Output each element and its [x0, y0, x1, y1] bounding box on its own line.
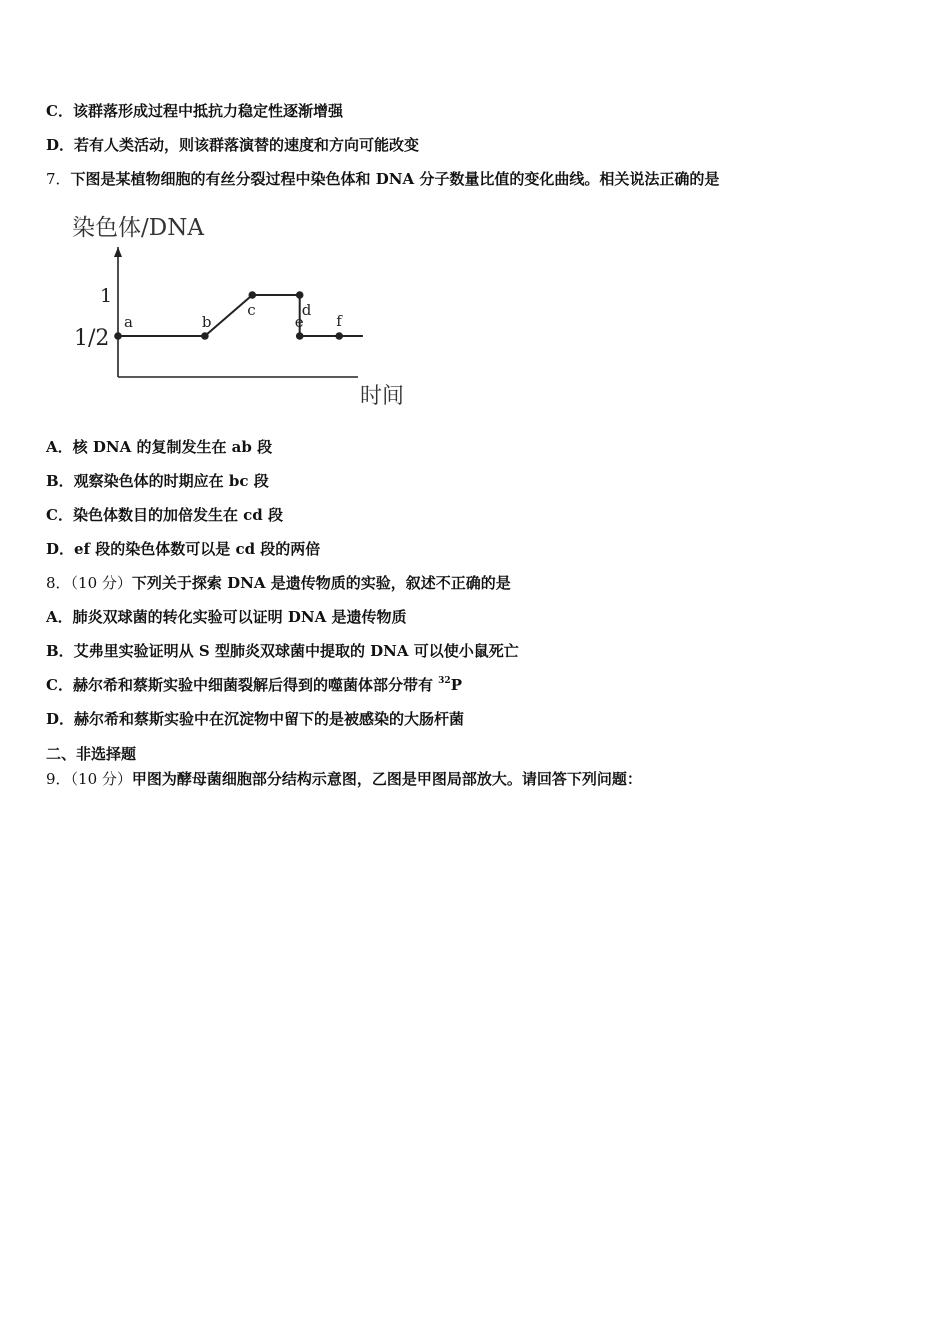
- q8-option-c-text: C．赫尔希和蔡斯实验中细菌裂解后得到的噬菌体部分带有: [46, 676, 439, 694]
- q6-option-d: D．若有人类活动，则该群落演替的速度和方向可能改变: [46, 136, 420, 154]
- q7-option-d: D．ef 段的染色体数可以是 cd 段的两倍: [46, 540, 321, 558]
- y-tick-label-1: 1: [100, 285, 113, 307]
- y-tick-label-half: 1/2: [74, 326, 110, 351]
- q8-option-c: [46, 675, 462, 695]
- point-label-c: c: [247, 301, 256, 319]
- isotope-symbol: P: [450, 676, 462, 694]
- point-label-e: e: [294, 313, 304, 331]
- point-d: [296, 291, 304, 299]
- q7-stem: [46, 169, 719, 189]
- point-b: [201, 332, 209, 340]
- q9-number: 9．: [46, 770, 71, 788]
- q8-option-d: D．赫尔希和蔡斯实验中在沉淀物中留下的是被感染的大肠杆菌: [46, 710, 465, 728]
- point-a: [114, 332, 122, 340]
- q8-score: （10 分）: [70, 574, 132, 592]
- isotope-superscript: 32: [438, 676, 451, 686]
- q7-option-c: C．染色体数目的加倍发生在 cd 段: [46, 506, 284, 524]
- q7-number: 7．: [46, 170, 71, 188]
- x-axis-label: 时间: [360, 384, 405, 409]
- q8-text: 下列关于探索 DNA 是遗传物质的实验，叙述不正确的是: [131, 574, 511, 592]
- q8-number: 8．: [46, 574, 71, 592]
- q9-stem: [46, 769, 642, 789]
- point-f: [335, 332, 343, 340]
- section-heading: 二、非选择题: [46, 745, 137, 763]
- ratio-curve: [118, 295, 363, 336]
- q6-option-c: C．该群落形成过程中抵抗力稳定性逐渐增强: [46, 102, 343, 120]
- q9-score: （10 分）: [70, 770, 132, 788]
- q7-option-b: B．观察染色体的时期应在 bc 段: [46, 472, 269, 490]
- point-label-d: d: [301, 301, 312, 319]
- q8-stem: [46, 573, 511, 593]
- point-c: [249, 291, 257, 299]
- chromosome-dna-ratio-chart: [66, 205, 426, 415]
- y-axis-label: 染色体/DNA: [72, 215, 204, 241]
- point-label-a: a: [124, 313, 133, 331]
- q8-option-a: A．肺炎双球菌的转化实验可以证明 DNA 是遗传物质: [46, 608, 407, 626]
- point-label-f: f: [336, 312, 342, 330]
- point-label-b: b: [201, 313, 212, 331]
- q9-text: 甲图为酵母菌细胞部分结构示意图，乙图是甲图局部放大。请回答下列问题：: [131, 770, 642, 788]
- q7-option-a: A．核 DNA 的复制发生在 ab 段: [46, 438, 273, 456]
- y-axis-arrow-icon: [114, 247, 122, 257]
- q7-text: 下图是某植物细胞的有丝分裂过程中染色体和 DNA 分子数量比值的变化曲线。相关说法正确的是: [70, 170, 720, 188]
- q8-option-b: B．艾弗里实验证明从 S 型肺炎双球菌中提取的 DNA 可以使小鼠死亡: [46, 642, 519, 660]
- point-e: [296, 332, 304, 340]
